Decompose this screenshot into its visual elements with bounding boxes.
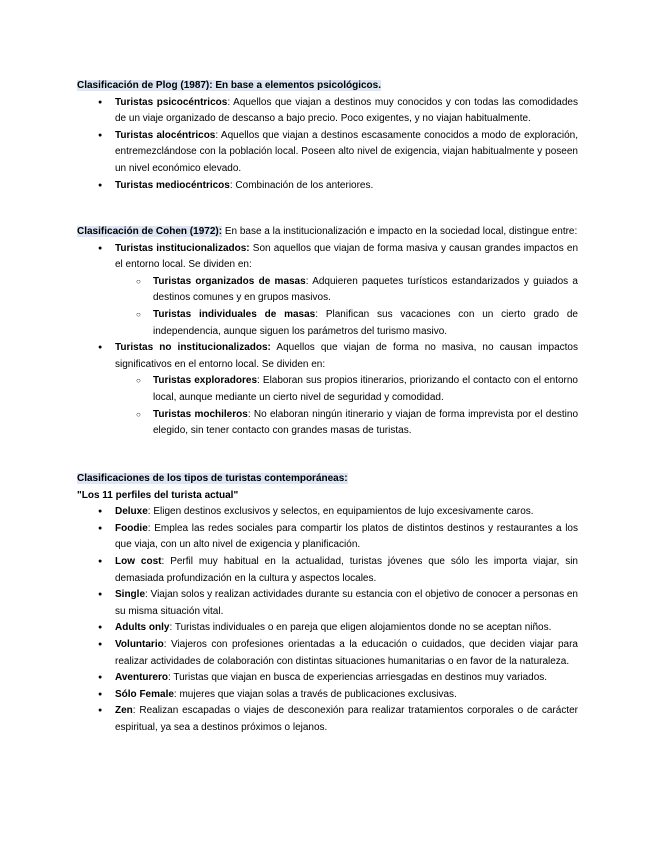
plog-heading: Clasificación de Plog (1987): En base a elementos psicológicos. <box>77 80 381 91</box>
contemporary-heading: Clasificaciones de los tipos de turistas contemporáneas: <box>77 473 348 484</box>
list-item: ● Low cost: Perfil muy habitual en la actualidad, turistas jóvenes que sólo les importa viajar, sin demasiada profundización en la cultura y aspectos locales. <box>77 554 578 587</box>
cohen-list <box>77 241 578 440</box>
cohen-heading: Clasificación de Cohen (1972): <box>77 226 223 237</box>
list-item: ● Adults only: Turistas individuales o en pareja que eligen alojamientos donde no se aceptan niños. <box>77 620 578 637</box>
contemporary-section <box>77 471 578 737</box>
plog-section <box>77 78 578 194</box>
list-item: ● Turistas mediocéntricos: Combinación de los anteriores. <box>77 178 578 195</box>
list-item: ● Single: Viajan solos y realizan actividades durante su estancia con el objetivo de conocer a personas en su misma situación vital. <box>77 587 578 620</box>
list-item: ● Foodie: Emplea las redes sociales para compartir los platos de distintos destinos y restaurantes a los que viaja, con un alto nivel de exigencia y planificación. <box>77 521 578 554</box>
list-item: ● Turistas psicocéntricos: Aquellos que viajan a destinos muy conocidos y con todas las comodidades de un viaje organizado de descanso a bajo precio. Poco exigentes, y no viajan habitualmente. <box>77 95 578 128</box>
list-item: ● Voluntario: Viajeros con profesiones orientadas a la educación o cuidados, que deciden viajar para realizar actividades de colaboración con distintas situaciones humanitarias o en favor de la naturaleza. <box>77 637 578 670</box>
list-item: ● Turistas no institucionalizados: Aquellos que viajan de forma no masiva, no causan impactos significativos en el entorno local. Se dividen en: ○ Turistas exploradores: Elaboran sus propios itinerarios, priorizando el contacto con el entorno local, aunque mediante un cierto nivel de seguridad y comodidad. ○ Turistas mochileros: No elaboran ningún itinerario y viajan de forma imprevista por el destino elegido, sin tener contacto con grandes masas de turistas. <box>77 340 578 440</box>
sub-list-item: ○ Turistas mochileros: No elaboran ningún itinerario y viajan de forma imprevista por el destino elegido, sin tener contacto con grandes masas de turistas. <box>115 407 578 440</box>
contemporary-subtitle: "Los 11 perfiles del turista actual" <box>77 489 239 501</box>
cohen-sublist <box>115 274 578 340</box>
sub-list-item: ○ Turistas individuales de masas: Planifican sus vacaciones con un cierto grado de independencia, aunque siguen los parámetros del turismo masivo. <box>115 307 578 340</box>
list-item: ● Turistas institucionalizados: Son aquellos que viajan de forma masiva y causan grandes impactos en el entorno local. Se dividen en: ○ Turistas organizados de masas: Adquieren paquetes turísticos estandarizados y guiados a destinos comunes y en grupos masivos. ○ Turistas individuales de masas: Planifican sus vacaciones con un cierto grado de independencia, aunque siguen los parámetros del turismo masivo. <box>77 241 578 341</box>
list-item: ● Turistas alocéntricos: Aquellos que viajan a destinos escasamente conocidos a modo de exploración, entremezclándose con la población local. Poseen alto nivel de exigencia, viajan habitualmente y poseen un nivel económico elevado. <box>77 128 578 178</box>
cohen-sublist <box>115 373 578 439</box>
list-item: ● Deluxe: Eligen destinos exclusivos y selectos, en equipamientos de lujo excesivamente caros. <box>77 504 578 521</box>
list-item: ● Zen: Realizan escapadas o viajes de desconexión para realizar tratamientos corporales o de carácter espiritual, ya sea a destinos próximos o lejanos. <box>77 703 578 736</box>
sub-list-item: ○ Turistas exploradores: Elaboran sus propios itinerarios, priorizando el contacto con el entorno local, aunque mediante un cierto nivel de seguridad y comodidad. <box>115 373 578 406</box>
cohen-intro: En base a la institucionalización e impacto en la sociedad local, distingue entre: <box>222 226 578 237</box>
plog-list <box>77 95 578 195</box>
cohen-section <box>77 224 578 440</box>
list-item: ● Aventurero: Turistas que viajan en busca de experiencias arriesgadas en destinos muy variados. <box>77 670 578 687</box>
list-item: ● Sólo Female: mujeres que viajan solas a través de publicaciones exclusivas. <box>77 687 578 704</box>
sub-list-item: ○ Turistas organizados de masas: Adquieren paquetes turísticos estandarizados y guiados a destinos comunes y en grupos masivos. <box>115 274 578 307</box>
contemporary-list <box>77 504 578 736</box>
